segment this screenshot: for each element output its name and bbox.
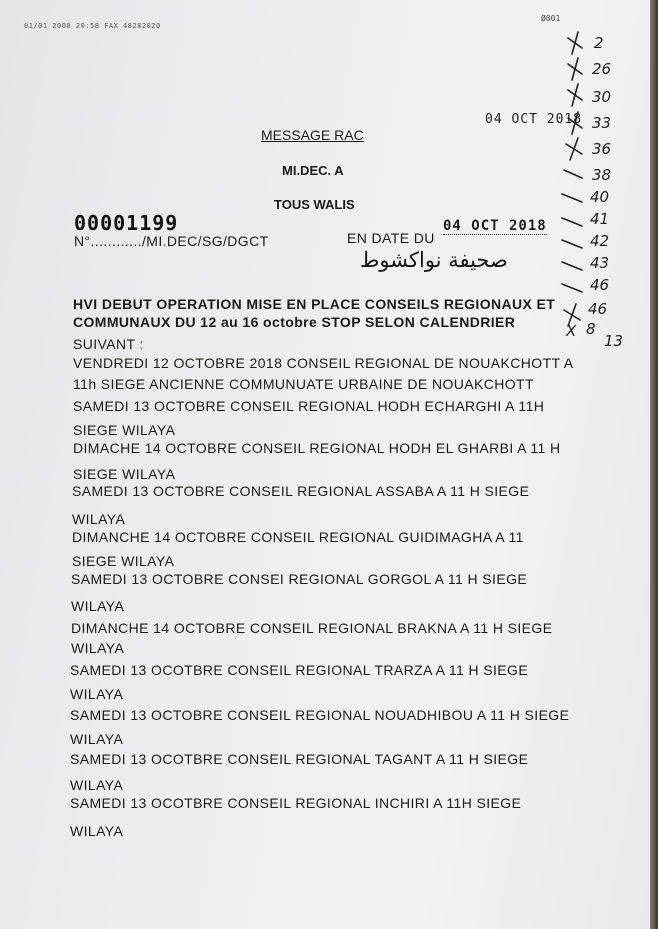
margin-note: 40 [590, 188, 610, 206]
body-line: SIEGE WILAYA [73, 466, 176, 482]
body-line: HVI DEBUT OPERATION MISE EN PLACE CONSEILS REGIONAUX ET [73, 296, 556, 312]
body-line: SUIVANT : [73, 336, 144, 352]
date-label: EN DATE DU [347, 230, 435, 246]
date-stamp: 04 OCT 2018 [443, 218, 547, 234]
body-line: SAMEDI 13 OCTOBRE CONSEIL REGIONAL ASSABA A 11 H SIEGE [72, 483, 530, 499]
body-line: SAMEDI 13 OCOTBRE CONSEIL REGIONAL TAGANT A 11 H SIEGE [70, 751, 529, 767]
margin-note: 8 [586, 320, 596, 338]
handwritten-margin-notes [556, 24, 646, 354]
body-line: SAMEDI 13 OCTOBRE CONSEIL REGIONAL HODH ECHARGHI A 11H [73, 398, 545, 414]
sender: MI.DEC. A [282, 163, 344, 178]
date-stamp-top: 04 OCT 2018 [485, 112, 583, 127]
body-line: SAMEDI 13 OCTOBRE CONSEIL REGIONAL NOUADHIBOU A 11 H SIEGE [70, 707, 570, 723]
body-line: DIMANCHE 14 OCTOBRE CONSEIL REGIONAL GUIDIMAGHA A 11 [72, 529, 524, 545]
page-number: Ø001 [541, 14, 561, 23]
body-line: WILAYA [70, 686, 124, 702]
body-line: SAMEDI 13 OCOTBRE CONSEIL REGIONAL INCHIRI A 11H SIEGE [70, 795, 522, 811]
margin-note: 33 [592, 114, 612, 132]
margin-note: 46 [588, 300, 608, 318]
body-line: WILAYA [70, 731, 124, 747]
body-line: WILAYA [71, 640, 125, 656]
margin-note: 36 [592, 140, 612, 158]
page-edge [650, 0, 658, 929]
margin-note: 2 [594, 34, 604, 52]
margin-note: X [566, 322, 577, 340]
body-line: DIMACHE 14 OCTOBRE CONSEIL REGIONAL HODH EL GHARBI A 11 H [73, 440, 561, 456]
recipients: TOUS WALIS [274, 197, 355, 212]
body-line: SAMEDI 13 OCOTBRE CONSEIL REGIONAL TRARZA A 11 H SIEGE [70, 662, 529, 678]
handwriting-icon [556, 24, 646, 354]
body-line: SIEGE WILAYA [72, 553, 175, 569]
reference-line: N°............/MI.DEC/SG/DGCT [74, 233, 269, 249]
body-line: SAMEDI 13 OCTOBRE CONSEI REGIONAL GORGOL A 11 H SIEGE [71, 571, 528, 587]
fax-header: 01/01 2000 20:58 FAX 48282020 [24, 22, 161, 30]
body-line: SIEGE WILAYA [73, 422, 176, 438]
newspaper-watermark: صحيفة نواكشوط [360, 248, 508, 272]
body-line: VENDREDI 12 OCTOBRE 2018 CONSEIL REGIONAL DE NOUAKCHOTT A [73, 355, 574, 371]
body-line: 11h SIEGE ANCIENNE COMMUNUATE URBAINE DE NOUAKCHOTT [73, 376, 534, 392]
body-line: WILAYA [71, 598, 125, 614]
margin-note: 13 [604, 332, 624, 350]
body-line: WILAYA [70, 777, 124, 793]
margin-note: 26 [592, 60, 612, 78]
reference-stamp: 00001199 [74, 211, 179, 235]
body-line: DIMANCHE 14 OCTOBRE CONSEIL REGIONAL BRAKNA A 11 H SIEGE [71, 620, 553, 636]
margin-note: 43 [590, 254, 610, 272]
body-line: WILAYA [70, 823, 124, 839]
margin-note: 42 [590, 232, 610, 250]
body-line: COMMUNAUX DU 12 au 16 octobre STOP SELON CALENDRIER [73, 314, 516, 330]
margin-note: 41 [590, 210, 610, 228]
body-line: WILAYA [72, 511, 126, 527]
margin-note: 46 [590, 276, 610, 294]
message-title: MESSAGE RAC [261, 127, 364, 143]
margin-note: 38 [592, 166, 612, 184]
margin-note: 30 [592, 88, 612, 106]
